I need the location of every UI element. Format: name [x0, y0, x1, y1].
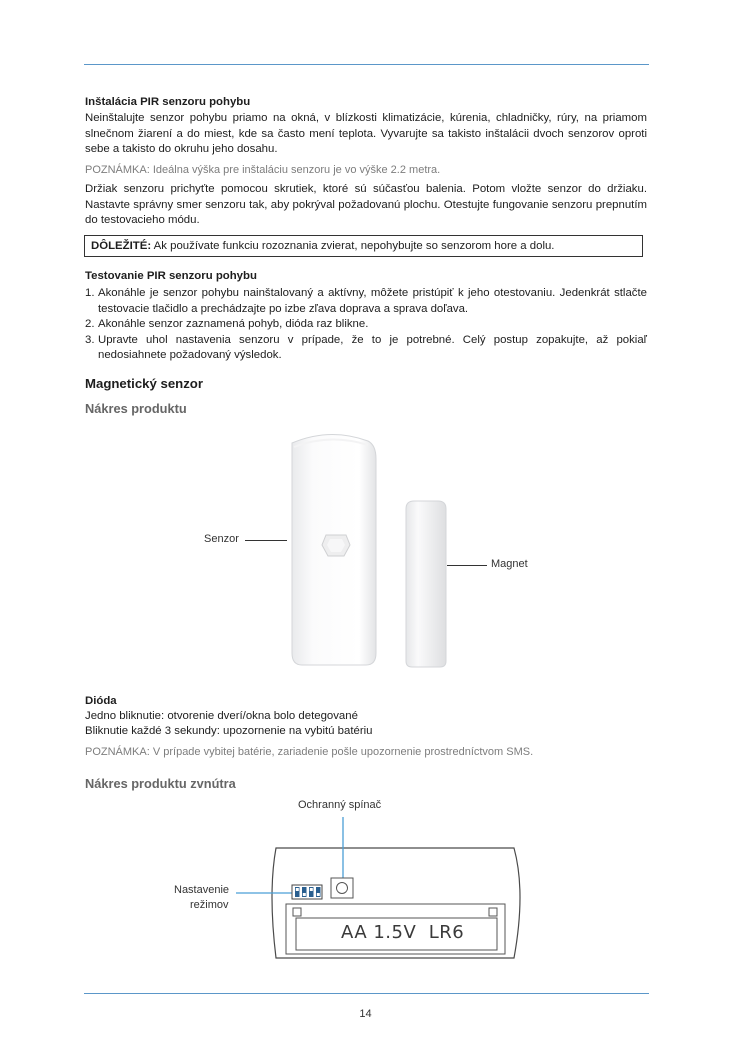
- magnet-leader-line: [447, 565, 487, 566]
- label-tamper: Ochranný spínač: [298, 799, 382, 811]
- battery-clip-left: [293, 908, 301, 916]
- diode-line-2: Bliknutie každé 3 sekundy: upozornenie na vybitú batériu: [85, 725, 373, 737]
- top-rule: [84, 64, 649, 65]
- drawing-heading: Nákres produktu: [85, 401, 187, 416]
- sensor-leader-line: [245, 540, 287, 541]
- list-item: [85, 286, 647, 317]
- step-number: 3.: [85, 333, 95, 346]
- important-label: DÔLEŽITÉ:: [91, 240, 152, 252]
- important-box: [84, 235, 643, 257]
- diode-title: Dióda: [85, 695, 117, 707]
- label-mode-1: Nastavenie: [174, 884, 230, 896]
- step-text: Akonáhle senzor zaznamená pohyb, dióda raz blikne.: [98, 318, 369, 331]
- diode-line-1: Jedno bliknutie: otvorenie dverí/okna bolo detegované: [85, 710, 358, 722]
- diode-note: POZNÁMKA: V prípade vybitej batérie, zariadenie pošle upozornenie prostredníctvom SMS.: [85, 746, 534, 758]
- inside-heading: Nákres produktu zvnútra: [85, 776, 236, 791]
- pir-test-title: Testovanie PIR senzoru pohybu: [85, 270, 257, 282]
- label-sensor: Senzor: [204, 533, 239, 545]
- battery-label: AA 1.5V LR6: [341, 922, 465, 943]
- pir-mount-text: Držiak senzoru prichyťte pomocou skrutiek, ktoré sú súčasťou balenia. Potom vložte senzor do držiaku. Nastavte správny smer senzoru tak, aby pokrýval požadovanú plochu. Otestujte fungovanie senzoru prepnutím do testovacieho módu.: [85, 183, 647, 227]
- magnetic-heading: Magnetický senzor: [85, 376, 203, 391]
- pir-test-steps: [85, 286, 647, 364]
- step-number: 1.: [85, 287, 95, 299]
- step-text: Upravte uhol nastavenia senzoru v prípade, že to je potrebné. Celý postup zopakujte, až pokiaľ nedosiahnete požadovaný výsledok.: [98, 333, 647, 362]
- important-text: Ak používate funkciu rozoznania zvierat, nepohybujte so senzorom hore a dolu.: [151, 240, 555, 252]
- step-text: Akonáhle je senzor pohybu nainštalovaný a aktívny, môžete pristúpiť k jeho otestovaniu. Jedenkrát stlačte testovacie tlačidlo a prechádzajte po izbe zľava doprava a sprava doľava.: [98, 287, 647, 315]
- tamper-switch-icon: [337, 883, 348, 894]
- pir-install-text: Neinštalujte senzor pohybu priamo na okná, v blízkosti klimatizácie, kúrenia, chladničky, rúry, na priamom slnečnom žiarení a do miest, kde sa často mení teplota. Vyvarujte sa takisto inštalácii dvoch senzorov oproti sebe a takisto do okruhu jeho dosahu.: [85, 112, 647, 156]
- pir-install-title: Inštalácia PIR senzoru pohybu: [85, 96, 251, 108]
- magnet-body: [406, 501, 446, 667]
- list-item: [85, 317, 647, 333]
- product-illustration: [270, 425, 470, 680]
- label-mode-2: režimov: [190, 899, 229, 911]
- step-number: 2.: [85, 318, 95, 331]
- inside-illustration: [230, 812, 530, 972]
- pir-install-note: POZNÁMKA: Ideálna výška pre inštaláciu senzoru je vo výške 2.2 metra.: [85, 164, 441, 176]
- battery-clip-right: [489, 908, 497, 916]
- page-number: 14: [359, 1008, 372, 1020]
- led-window-icon: [322, 535, 350, 556]
- bottom-rule: [84, 993, 649, 994]
- list-item: [85, 333, 647, 364]
- label-magnet: Magnet: [491, 558, 528, 570]
